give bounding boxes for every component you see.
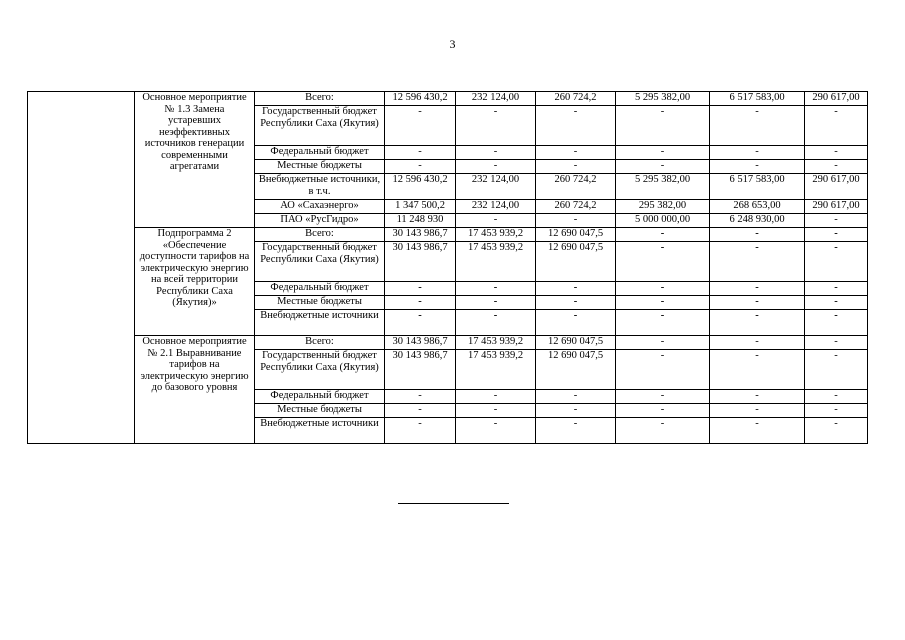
amount-cell: -	[385, 282, 456, 296]
amount-cell: -	[710, 106, 805, 146]
amount-cell: -	[710, 310, 805, 336]
amount-cell: -	[456, 404, 536, 418]
amount-cell: -	[616, 146, 710, 160]
funding-source: Всего:	[255, 336, 385, 350]
amount-cell: 232 124,00	[456, 92, 536, 106]
amount-cell: -	[805, 390, 868, 404]
amount-cell: -	[536, 160, 616, 174]
amount-cell: -	[710, 418, 805, 444]
amount-cell: -	[385, 404, 456, 418]
amount-cell: -	[536, 390, 616, 404]
amount-cell: -	[456, 282, 536, 296]
amount-cell: -	[616, 228, 710, 242]
table-row	[28, 336, 868, 350]
amount-cell: -	[805, 242, 868, 282]
funding-source: ПАО «РусГидро»	[255, 214, 385, 228]
amount-cell: -	[456, 310, 536, 336]
amount-cell: 12 596 430,2	[385, 174, 456, 200]
amount-cell: -	[536, 310, 616, 336]
amount-cell: -	[456, 390, 536, 404]
amount-cell: -	[456, 296, 536, 310]
amount-cell: 30 143 986,7	[385, 228, 456, 242]
amount-cell: 17 453 939,2	[456, 350, 536, 390]
amount-cell: -	[456, 106, 536, 146]
amount-cell: -	[805, 296, 868, 310]
amount-cell: 17 453 939,2	[456, 242, 536, 282]
amount-cell: 232 124,00	[456, 174, 536, 200]
amount-cell: -	[456, 418, 536, 444]
amount-cell: 260 724,2	[536, 92, 616, 106]
amount-cell: 12 690 047,5	[536, 350, 616, 390]
funding-source: Государственный бюджет Республики Саха (Якутия)	[255, 106, 385, 146]
funding-source: Местные бюджеты	[255, 404, 385, 418]
amount-cell: 12 596 430,2	[385, 92, 456, 106]
amount-cell: 12 690 047,5	[536, 336, 616, 350]
amount-cell: 268 653,00	[710, 200, 805, 214]
footnote-separator-line	[398, 503, 509, 504]
amount-cell: 6 517 583,00	[710, 174, 805, 200]
funding-source: Федеральный бюджет	[255, 390, 385, 404]
program-column-cell	[28, 92, 135, 444]
amount-cell: -	[616, 310, 710, 336]
amount-cell: -	[805, 282, 868, 296]
funding-source: Всего:	[255, 228, 385, 242]
amount-cell: -	[805, 146, 868, 160]
amount-cell: -	[456, 214, 536, 228]
amount-cell: -	[710, 282, 805, 296]
amount-cell: -	[616, 242, 710, 282]
amount-cell: -	[536, 404, 616, 418]
amount-cell: -	[805, 336, 868, 350]
amount-cell: -	[616, 418, 710, 444]
amount-cell: -	[805, 160, 868, 174]
amount-cell: -	[385, 390, 456, 404]
amount-cell: 260 724,2	[536, 174, 616, 200]
table-row	[28, 92, 868, 106]
amount-cell: -	[385, 296, 456, 310]
amount-cell: -	[536, 106, 616, 146]
amount-cell: 17 453 939,2	[456, 228, 536, 242]
amount-cell: -	[616, 296, 710, 310]
amount-cell: -	[805, 228, 868, 242]
amount-cell: -	[710, 296, 805, 310]
amount-cell: -	[805, 404, 868, 418]
amount-cell: -	[456, 146, 536, 160]
funding-source: Внебюджетные источники	[255, 310, 385, 336]
amount-cell: -	[805, 350, 868, 390]
amount-cell: -	[385, 106, 456, 146]
amount-cell: -	[805, 418, 868, 444]
amount-cell: 6 248 930,00	[710, 214, 805, 228]
funding-source: Местные бюджеты	[255, 296, 385, 310]
table-body	[28, 92, 868, 444]
amount-cell: -	[710, 228, 805, 242]
amount-cell: 290 617,00	[805, 200, 868, 214]
amount-cell: -	[805, 310, 868, 336]
funding-source: Внебюджетные источники, в т.ч.	[255, 174, 385, 200]
amount-cell: -	[616, 336, 710, 350]
amount-cell: 290 617,00	[805, 92, 868, 106]
amount-cell: 30 143 986,7	[385, 242, 456, 282]
amount-cell: 30 143 986,7	[385, 350, 456, 390]
funding-source: Местные бюджеты	[255, 160, 385, 174]
funding-source: Федеральный бюджет	[255, 146, 385, 160]
amount-cell: 1 347 500,2	[385, 200, 456, 214]
section-title: Основное мероприятие № 1.3 Замена устаревших неэффективных источников генерации современными агрегатами	[135, 92, 255, 228]
budget-table	[27, 91, 868, 444]
funding-source: Государственный бюджет Республики Саха (Якутия)	[255, 350, 385, 390]
funding-source: Всего:	[255, 92, 385, 106]
amount-cell: 5 295 382,00	[616, 174, 710, 200]
amount-cell: 290 617,00	[805, 174, 868, 200]
amount-cell: 17 453 939,2	[456, 336, 536, 350]
funding-source: Федеральный бюджет	[255, 282, 385, 296]
amount-cell: -	[710, 160, 805, 174]
amount-cell: -	[710, 404, 805, 418]
amount-cell: 295 382,00	[616, 200, 710, 214]
amount-cell: -	[536, 146, 616, 160]
amount-cell: 12 690 047,5	[536, 242, 616, 282]
amount-cell: -	[536, 282, 616, 296]
amount-cell: 260 724,2	[536, 200, 616, 214]
amount-cell: -	[536, 296, 616, 310]
amount-cell: -	[456, 160, 536, 174]
amount-cell: 12 690 047,5	[536, 228, 616, 242]
amount-cell: -	[385, 310, 456, 336]
amount-cell: -	[616, 282, 710, 296]
section-title: Основное мероприятие № 2.1 Выравнивание тарифов на электрическую энергию до базового уровня	[135, 336, 255, 444]
amount-cell: -	[385, 418, 456, 444]
funding-source: Внебюджетные источники	[255, 418, 385, 444]
amount-cell: -	[710, 242, 805, 282]
amount-cell: -	[805, 106, 868, 146]
amount-cell: -	[536, 418, 616, 444]
amount-cell: -	[616, 350, 710, 390]
section-title: Подпрограмма 2 «Обеспечение доступности тарифов на электрическую энергию на всей территории Республики Саха (Якутия)»	[135, 228, 255, 336]
amount-cell: 30 143 986,7	[385, 336, 456, 350]
page-number: 3	[449, 37, 456, 51]
funding-source: АО «Сахаэнерго»	[255, 200, 385, 214]
amount-cell: -	[710, 146, 805, 160]
amount-cell: -	[616, 390, 710, 404]
amount-cell: -	[385, 160, 456, 174]
amount-cell: -	[805, 214, 868, 228]
amount-cell: -	[616, 106, 710, 146]
amount-cell: 5 295 382,00	[616, 92, 710, 106]
amount-cell: 232 124,00	[456, 200, 536, 214]
amount-cell: -	[385, 146, 456, 160]
amount-cell: -	[710, 336, 805, 350]
table-row	[28, 228, 868, 242]
amount-cell: 6 517 583,00	[710, 92, 805, 106]
amount-cell: 5 000 000,00	[616, 214, 710, 228]
amount-cell: -	[536, 214, 616, 228]
amount-cell: -	[616, 404, 710, 418]
amount-cell: -	[710, 390, 805, 404]
funding-source: Государственный бюджет Республики Саха (Якутия)	[255, 242, 385, 282]
amount-cell: 11 248 930	[385, 214, 456, 228]
amount-cell: -	[710, 350, 805, 390]
amount-cell: -	[616, 160, 710, 174]
